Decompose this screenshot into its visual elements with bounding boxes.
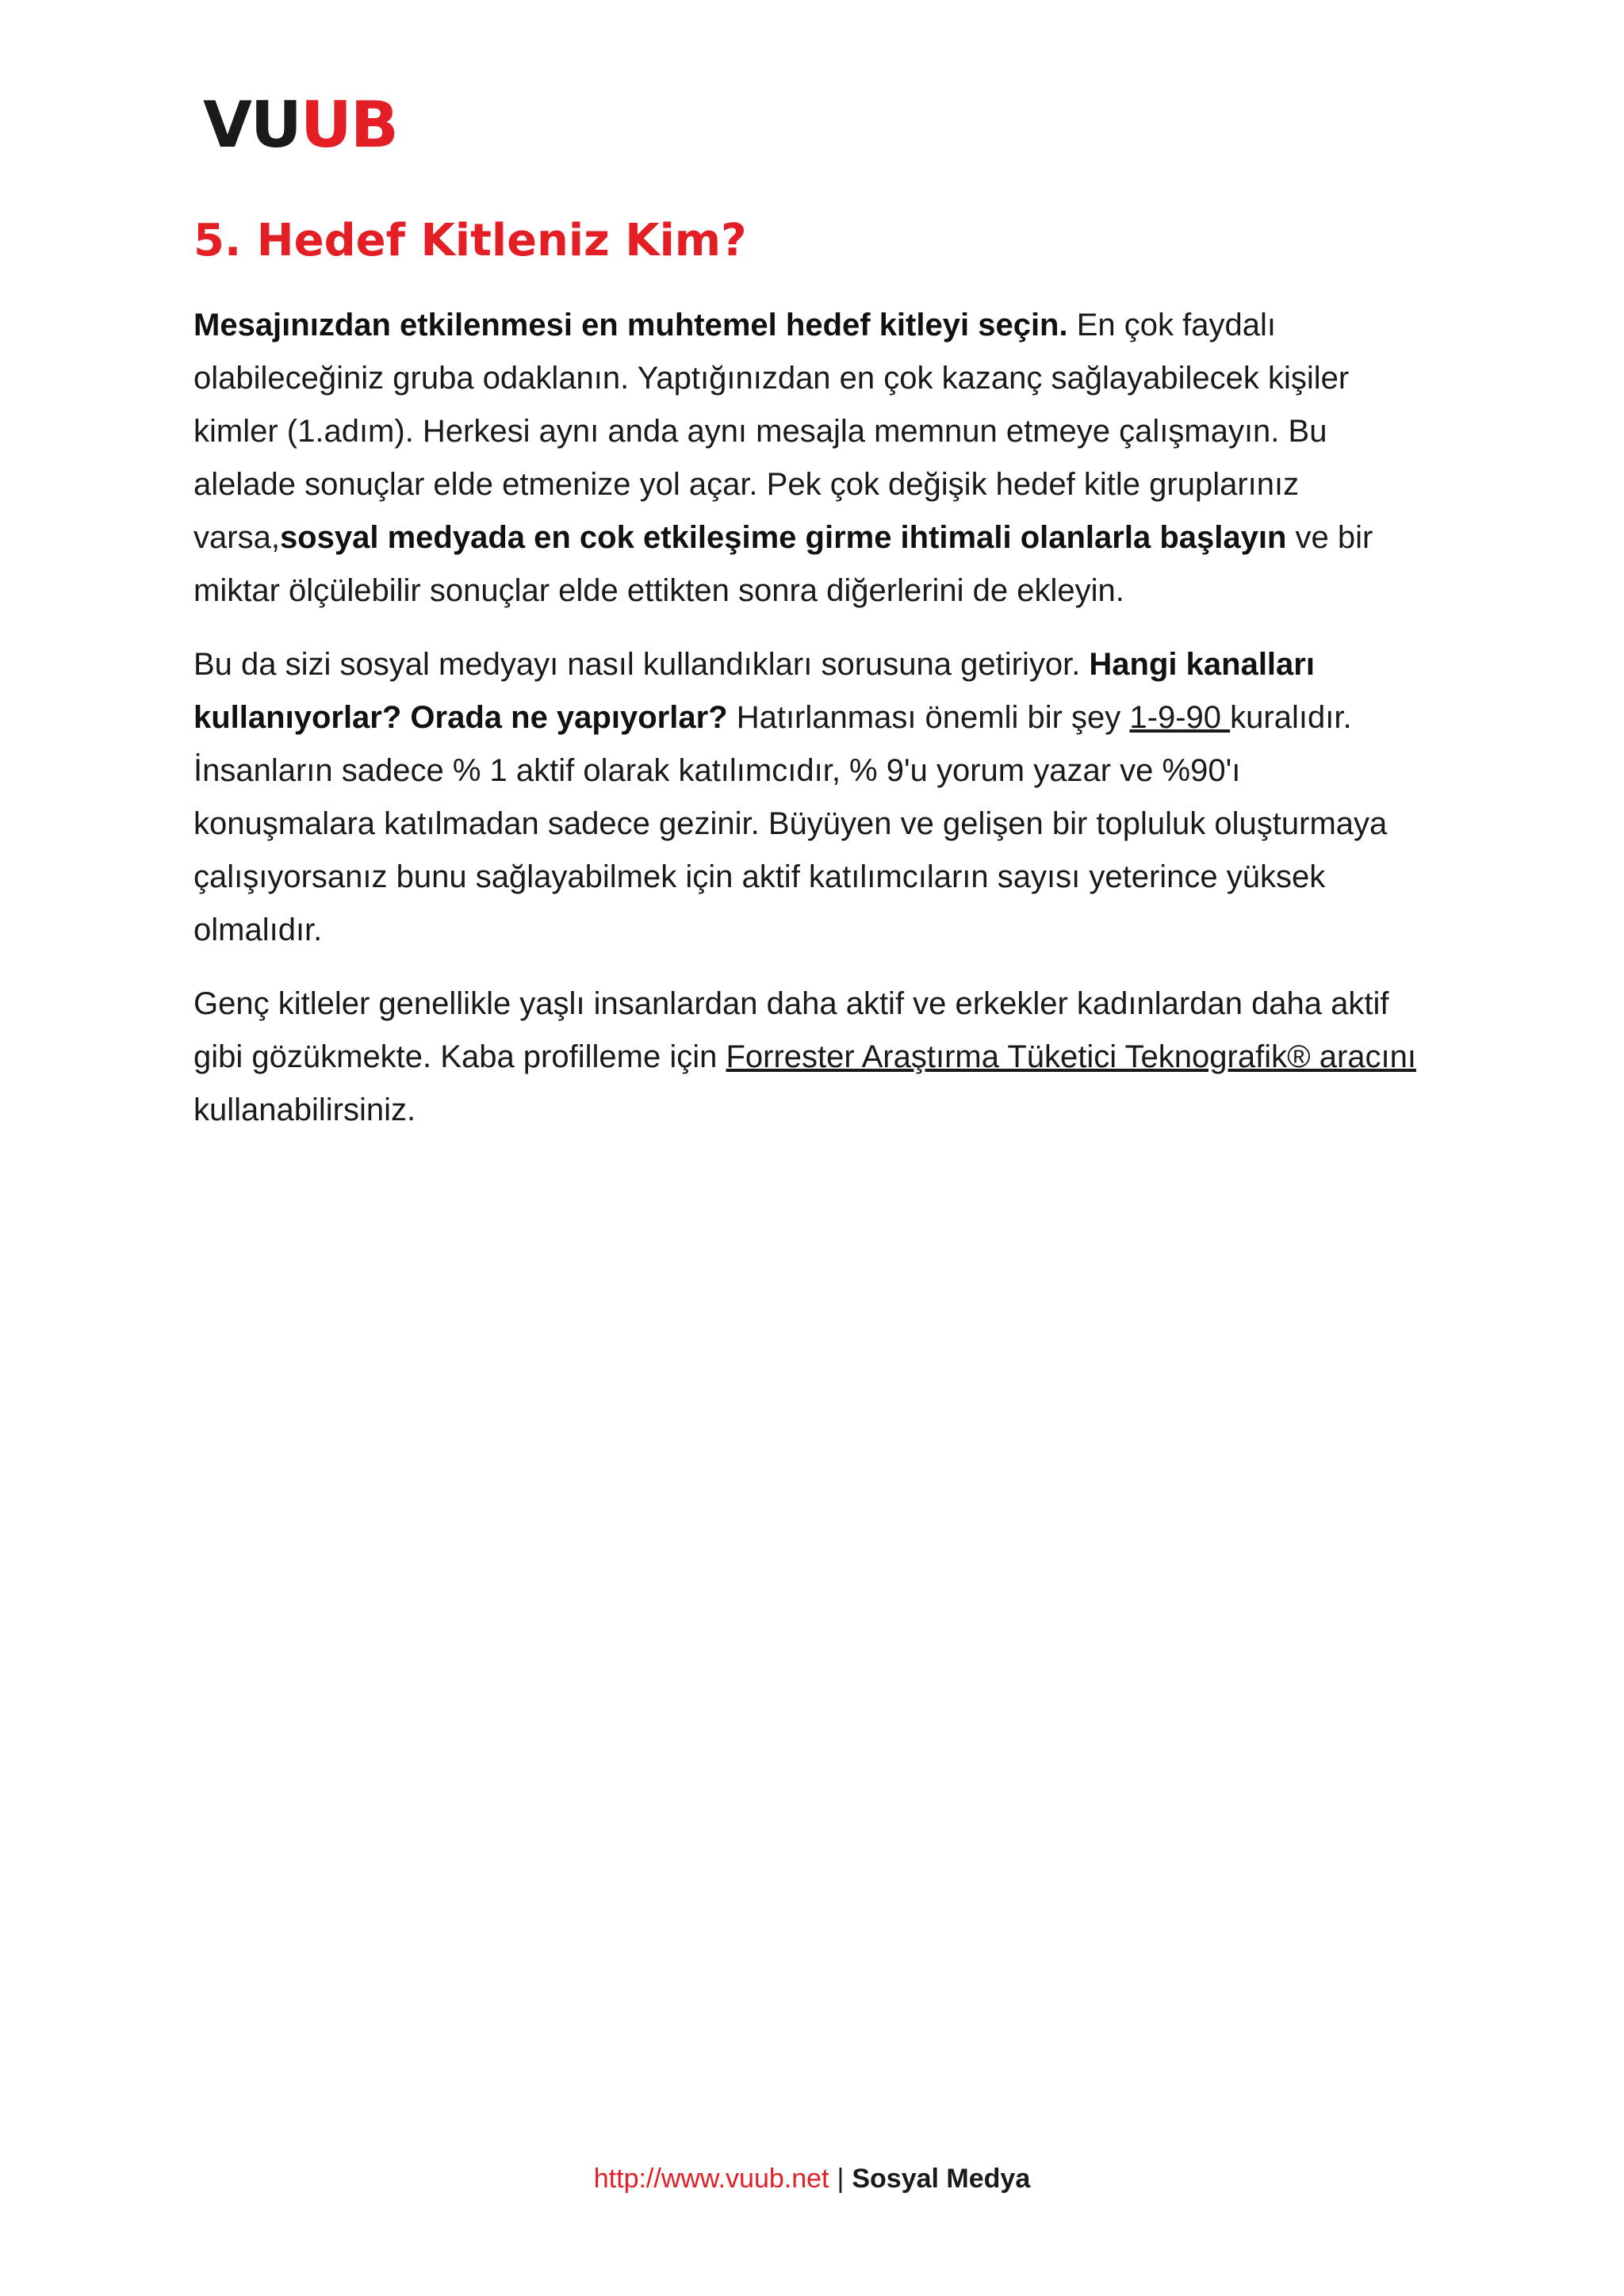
vuub-logo [203, 88, 397, 162]
rule-1-9-90-link[interactable]: 1-9-90 [1129, 700, 1231, 736]
paragraph-text: Genç kitleler genellikle yaşlı insanlardan daha aktif ve erkekler kadınlardan daha aktif gibi gözükmekte. Kaba profilleme için [193, 986, 1389, 1075]
paragraph-channels [193, 638, 1431, 957]
page-footer [0, 2163, 1624, 2195]
article-body [193, 214, 1431, 1158]
paragraph-text: Hatırlanması önemli bir şey [727, 700, 1130, 736]
paragraph-target-audience [193, 299, 1431, 618]
forrester-tool-link[interactable]: Forrester Araştırma Tüketici Teknografik® aracını [726, 1039, 1416, 1075]
paragraph-text: kullanabilirsiniz. [193, 1093, 416, 1128]
section-heading: 5. Hedef Kitleniz Kim? [193, 215, 747, 266]
logo-part-vu: VU [203, 88, 301, 162]
footer-url-link[interactable]: http://www.vuub.net [593, 2164, 829, 2194]
logo-part-ub: UB [300, 88, 397, 162]
bold-lead: Mesajınızdan etkilenmesi en muhtemel hedef kitleyi seçin. [193, 308, 1068, 343]
paragraph-text: kuralıdır. İnsanların sadece % 1 aktif olarak katılımcıdır, % 9'u yorum yazar ve %90'ı konuşmalara katılmadan sadece gezinir. Büyüyen ve gelişen bir topluluk oluşturmaya çalışıyorsanız bunu sağlayabilmek için aktif katılımcıların sayısı yeterince yüksek olmalıdır. [193, 700, 1388, 948]
paragraph-profiling [193, 978, 1431, 1137]
paragraph-text: En çok faydalı olabileceğiniz gruba odaklanın. Yaptığınızdan en çok kazanç sağlayabilecek kişiler kimler (1.adım). Herkesi aynı anda aynı mesajla memnun etmeye çalışmayın. Bu alelade sonuçlar elde etmenize yol açar. Pek çok değişik hedef kitle gruplarınız varsa, [193, 308, 1350, 556]
bold-question: Hangi kanalları kullanıyorlar? Orada ne yapıyorlar? [193, 647, 1315, 736]
footer-section-title: Sosyal Medya [852, 2164, 1031, 2194]
paragraph-text: Bu da sizi sosyal medyayı nasıl kullandıkları sorusuna getiriyor. [193, 647, 1090, 683]
bold-emphasis: sosyal medyada en cok etkileşime girme ihtimali olanlarla başlayın [279, 520, 1287, 556]
footer-separator: | [837, 2164, 845, 2194]
paragraph-text: ve bir miktar ölçülebilir sonuçlar elde ettikten sonra diğerlerini de ekleyin. [193, 520, 1373, 609]
